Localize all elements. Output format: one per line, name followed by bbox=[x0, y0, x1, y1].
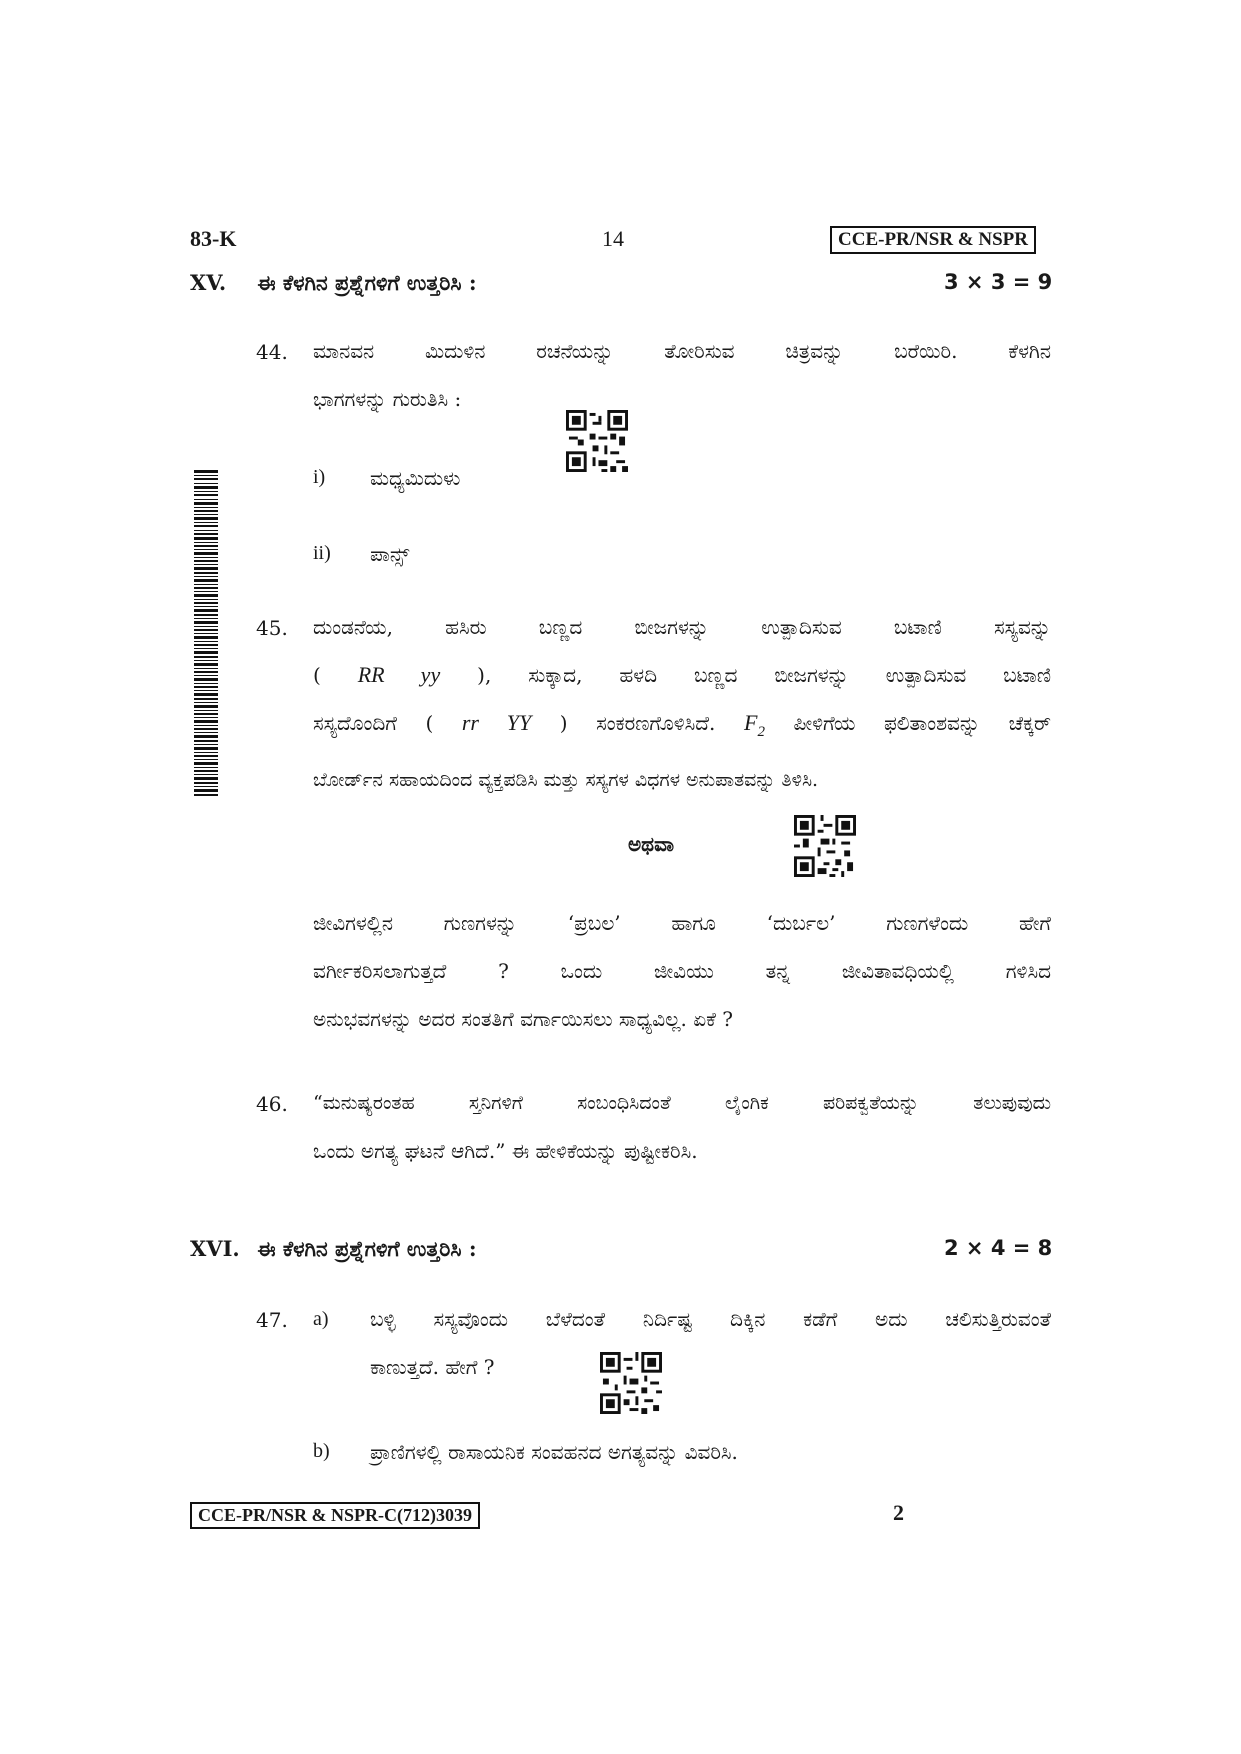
f-subscript: 2 bbox=[757, 724, 765, 740]
section-xv-marks: 3 × 3 = 9 bbox=[944, 270, 1053, 294]
q45-line4: ಬೋರ್ಡ್‌ನ ಸಹಾಯದಿಂದ ವ್ಯಕ್ತಪಡಿಸಿ ಮತ್ತು ಸಸ್ಯಗಳ ವಿಧಗಳ ಅನುಪಾತವನ್ನು ತಿಳಿಸಿ. bbox=[313, 769, 819, 791]
q47-b-label: b) bbox=[313, 1440, 330, 1462]
footer-code-box: CCE-PR/NSR & NSPR-C(712)3039 bbox=[190, 1502, 480, 1529]
q44-ii-text: ಪಾನ್ಸ್ bbox=[370, 542, 410, 566]
genotype-rryy: RR yy bbox=[357, 662, 441, 687]
q46-text bbox=[313, 1079, 1051, 1175]
q44-number: 44. bbox=[256, 340, 288, 364]
q47-a-label: a) bbox=[313, 1308, 329, 1330]
qr-code-icon bbox=[600, 1352, 662, 1414]
section-xvi-instruction: ಈ ಕೆಳಗಿನ ಪ್ರಶ್ನೆಗಳಿಗೆ ಉತ್ತರಿಸಿ : bbox=[257, 1236, 477, 1261]
q46-line1: “ಮನುಷ್ಯರಂತಹ ಸ್ತನಿಗಳಿಗೆ ಸಂಬಂಧಿಸಿದಂತೆ ಲೈಂಗಿಕ ಪರಿಪಕ್ವತೆಯನ್ನು ತಲುಪುವುದು bbox=[313, 1092, 1051, 1114]
barcode-icon bbox=[194, 470, 218, 796]
section-xv-number: XV. bbox=[190, 270, 227, 295]
q44-ii-label: ii) bbox=[313, 542, 331, 564]
q45-text bbox=[313, 603, 1051, 804]
page-number: 14 bbox=[602, 226, 624, 251]
genotype-rryy-2: rr YY bbox=[461, 710, 532, 735]
f2-generation bbox=[743, 710, 765, 740]
q45-line3-post: ಪೀಳಿಗೆಯ ಫಲಿತಾಂಶವನ್ನು ಚೆಕ್ಕರ್ bbox=[793, 711, 1052, 735]
q47-b-text: ಪ್ರಾಣಿಗಳಲ್ಲಿ ರಾಸಾಯನಿಕ ಸಂವಹನದ ಅಗತ್ಯವನ್ನು ವಿವರಿಸಿ. bbox=[370, 1440, 738, 1464]
q47-a-text bbox=[370, 1295, 1051, 1391]
section-xvi-number: XVI. bbox=[190, 1236, 240, 1261]
q45-line1: ದುಂಡನೆಯ, ಹಸಿರು ಬಣ್ಣದ ಬೀಜಗಳನ್ನು ಉತ್ಪಾದಿಸುವ ಬಟಾಣಿ ಸಸ್ಯವನ್ನು bbox=[313, 615, 1051, 639]
f-letter: F bbox=[743, 710, 758, 735]
q44-line1: ಮಾನವನ ಮಿದುಳಿನ ರಚನೆಯನ್ನು ತೋರಿಸುವ ಚಿತ್ರವನ್ನು ಬರೆಯಿರಿ. ಕೆಳಗಿನ bbox=[313, 339, 1051, 363]
section-xv-instruction: ಈ ಕೆಳಗಿನ ಪ್ರಶ್ನೆಗಳಿಗೆ ಉತ್ತರಿಸಿ : bbox=[257, 270, 477, 295]
q45-number: 45. bbox=[256, 616, 288, 640]
q46-line2: ಒಂದು ಅಗತ್ಯ ಘಟನೆ ಆಗಿದೆ.” ಈ ಹೇಳಿಕೆಯನ್ನು ಪುಷ್ಟೀಕರಿಸಿ. bbox=[313, 1139, 698, 1163]
qr-code-icon bbox=[794, 815, 856, 877]
q45-line2: ( RR yy ), ಸುಕ್ಕಾದ, ಹಳದಿ ಬಣ್ಣದ ಬೀಜಗಳನ್ನು ಉತ್ಪಾದಿಸುವ ಬಟಾಣಿ bbox=[313, 662, 1052, 687]
section-xvi-marks: 2 × 4 = 8 bbox=[944, 1236, 1053, 1260]
q45-alt-line1: ಜೀವಿಗಳಲ್ಲಿನ ಗುಣಗಳನ್ನು ‘ಪ್ರಬಲ’ ಹಾಗೂ ‘ದುರ್ಬಲ’ ಗುಣಗಳೆಂದು ಹೇಗೆ bbox=[313, 911, 1051, 935]
q45-alt-line2: ವರ್ಗೀಕರಿಸಲಾಗುತ್ತದೆ ? ಒಂದು ಜೀವಿಯು ತನ್ನ ಜೀವಿತಾವಧಿಯಲ್ಲಿ ಗಳಿಸಿದ bbox=[313, 959, 1051, 983]
q47-number: 47. bbox=[256, 1308, 288, 1332]
paper-code: 83-K bbox=[190, 226, 237, 251]
exam-code-box: CCE-PR/NSR & NSPR bbox=[830, 226, 1036, 254]
q47-a-line1: ಬಳ್ಳಿ ಸಸ್ಯವೊಂದು ಬೆಳೆದಂತೆ ನಿರ್ದಿಷ್ಟ ದಿಕ್ಕಿನ ಕಡೆಗೆ ಅದು ಚಲಿಸುತ್ತಿರುವಂತೆ bbox=[370, 1307, 1051, 1331]
q44-i-text: ಮಧ್ಯಮಿದುಳು bbox=[370, 466, 461, 490]
q44-text bbox=[313, 327, 1051, 423]
q45-alt-line3: ಅನುಭವಗಳನ್ನು ಅದರ ಸಂತತಿಗೆ ವರ್ಗಾಯಿಸಲು ಸಾಧ್ಯವಿಲ್ಲ. ಏಕೆ ? bbox=[313, 1007, 734, 1031]
section-xvi-heading bbox=[190, 1236, 477, 1262]
qr-code-icon bbox=[566, 410, 628, 472]
q45-line3-pre: ಸಸ್ಯದೊಂದಿಗೆ ( bbox=[313, 711, 434, 735]
footer-page-number: 2 bbox=[893, 1500, 904, 1525]
q45-or-text bbox=[313, 899, 1051, 1043]
q45-line3-mid: ) ಸಂಕರಣಗೊಳಿಸಿದೆ. bbox=[559, 711, 716, 735]
q44-i-label: i) bbox=[313, 466, 326, 488]
or-word: ಅಥವಾ bbox=[628, 832, 674, 856]
q45-line2-rest: ), ಸುಕ್ಕಾದ, ಹಳದಿ ಬಣ್ಣದ ಬೀಜಗಳನ್ನು ಉತ್ಪಾದಿಸುವ ಬಟಾಣಿ bbox=[477, 663, 1052, 687]
q44-line2: ಭಾಗಗಳನ್ನು ಗುರುತಿಸಿ : bbox=[313, 387, 462, 411]
q46-number: 46. bbox=[256, 1092, 288, 1116]
q45-line3 bbox=[313, 699, 1051, 756]
q47-a-line2: ಕಾಣುತ್ತದೆ. ಹೇಗೆ ? bbox=[370, 1355, 495, 1379]
section-xv-heading bbox=[190, 270, 477, 296]
